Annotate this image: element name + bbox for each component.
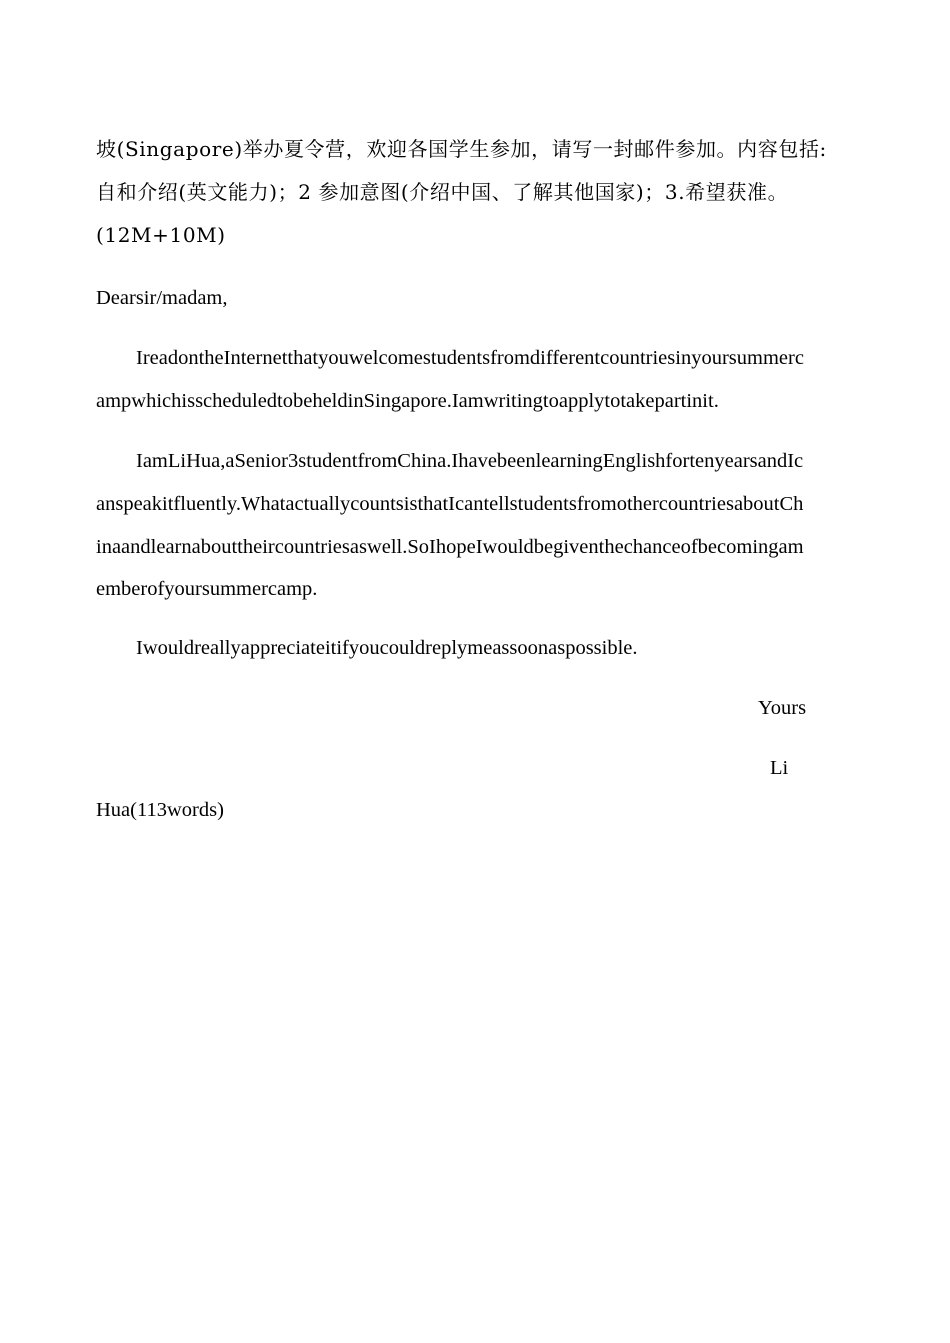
paragraph-3-line-1: Iwouldreallyappreciateitifyoucouldreplymeassoonaspossible. xyxy=(136,637,638,659)
signature-first-part: Li xyxy=(770,757,789,779)
letter-closing: Yours xyxy=(758,697,807,719)
signature-second-part: Hua(113words) xyxy=(96,799,224,821)
paragraph-2-line-4: emberofyoursummercamp. xyxy=(96,578,318,600)
prompt-line-3: (12M+10M) xyxy=(96,223,226,247)
paragraph-2-line-2: anspeakitfluently.WhatactuallycountsisthatIcantellstudentsfromothercountriesaboutCh xyxy=(96,493,804,515)
paragraph-2-line-1: IamLiHua,aSenior3studentfromChina.IhavebeenlearningEnglishfortenyearsandIc xyxy=(136,450,804,472)
prompt-line-1: 坡(Singapore)举办夏令营，欢迎各国学生参加，请写一封邮件参加。内容包括: xyxy=(96,137,827,161)
letter-salutation: Dearsir/madam, xyxy=(96,287,228,309)
paragraph-1-line-2: ampwhichisscheduledtobeheldinSingapore.Iamwritingtoapplytotakepartinit. xyxy=(96,390,719,412)
paragraph-1-line-1: IreadontheInternetthatyouwelcomestudentsfromdifferentcountriesinyoursummerc xyxy=(136,347,804,369)
prompt-line-2: 自和介绍(英文能力)；2 参加意图(介绍中国、了解其他国家)；3.希望获准。 xyxy=(96,180,789,204)
paragraph-2-line-3: inaandlearnabouttheircountriesaswell.SoIhopeIwouldbegiventhechanceofbecomingam xyxy=(96,536,804,558)
